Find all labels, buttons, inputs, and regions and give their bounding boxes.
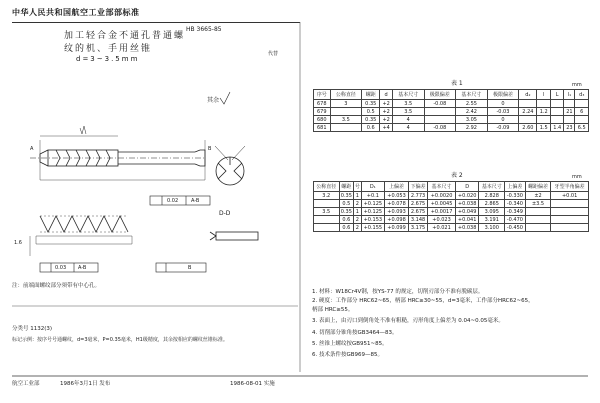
t1-r2-c11	[564, 116, 575, 124]
t1-h-10: l	[537, 90, 550, 100]
t2-r1-c5: 2.675	[408, 200, 427, 208]
note-1: 1. 材料：W18Cr4V钢，按YS-77 的规定，切削刃部分不准有脱碳层。	[312, 289, 484, 295]
section-view	[215, 146, 245, 185]
t1-r2-c6: 3.05	[456, 116, 488, 124]
t1-r0-c7: 0	[487, 100, 519, 108]
t2-r3-c8: 3.191	[479, 216, 505, 224]
t1-h-13: d₃	[575, 90, 589, 100]
marking-example: 标记示例：按序号号通螺纹，d=3毫米，P=0.35毫米，H1级精度，其余按相应的螺纹丝锥标准。	[12, 337, 228, 343]
t2-r0-c7: +0.020	[455, 192, 479, 200]
t2-r2-c5: 2.675	[408, 208, 427, 216]
table1-unit: mm	[572, 82, 582, 88]
t1-r3-c4: 4	[392, 124, 424, 132]
datum-label: A-B	[191, 198, 200, 204]
t2-r0-c8: 2.828	[479, 192, 505, 200]
t2-r2-c7: +0.049	[455, 208, 479, 216]
footer-issuer: 航空工业部	[12, 381, 40, 387]
t1-r2-c10	[550, 116, 563, 124]
t1-r2-c4: 4	[392, 116, 424, 124]
t1-r3-c11: 23	[564, 124, 575, 132]
t2-r1-c6: +0.0045	[428, 200, 456, 208]
t2-h-0: 公称直径	[314, 182, 340, 192]
note-5: 5. 丝锥上螺纹按GB951~85。	[312, 341, 388, 347]
note-2b: 柄部 HRC≥55。	[312, 307, 354, 313]
t1-r0-c4: 3.5	[392, 100, 424, 108]
t2-r3-c4: +0.098	[385, 216, 409, 224]
t2-sh-8: 上偏差	[504, 182, 525, 192]
t2-r4-c0	[314, 224, 340, 232]
t2-r0-c11: +0.01	[551, 192, 589, 200]
t1-r0-c11	[564, 100, 575, 108]
t1-r3-c3: +4	[380, 124, 393, 132]
t2-r4-c1: 0.6	[339, 224, 354, 232]
t1-r3-c9: 1.5	[537, 124, 550, 132]
t1-h-11: L	[550, 90, 563, 100]
t2-r3-c10	[525, 216, 551, 224]
datum-b-label: B	[188, 265, 192, 271]
t1-r0-c12	[575, 100, 589, 108]
t2-r2-c9: -0.349	[504, 208, 525, 216]
table-1	[313, 89, 589, 132]
t2-r2-c8: 3.095	[479, 208, 505, 216]
t1-r2-c12	[575, 116, 589, 124]
t1-r3-c5: -0.08	[424, 124, 456, 132]
t1-h-1: 公称直径	[330, 90, 362, 100]
t1-r1-c4: 3.5	[392, 108, 424, 116]
t1-r2-c9	[537, 116, 550, 124]
t1-r1-c0: 679	[314, 108, 331, 116]
t1-h2-5: 极限偏差	[424, 90, 456, 100]
roughness-label: 1.6	[14, 240, 22, 246]
t2-r2-c1: 0.35	[340, 208, 352, 215]
t2-sh-4: 上偏差	[385, 182, 409, 192]
t2-r2-c6: +0.0017	[428, 208, 456, 216]
t2-sh-7: 基本尺寸	[479, 182, 505, 192]
t2-r1-c8: 2.865	[479, 200, 505, 208]
t1-r2-c2: 0.35	[362, 116, 380, 124]
t2-r2-c0: 3.5	[314, 208, 340, 216]
t2-r4-c7: +0.038	[455, 224, 479, 232]
t2-r4-c8: 3.100	[479, 224, 505, 232]
t1-r1-c1	[330, 108, 362, 116]
t1-r3-c6: 2.92	[456, 124, 488, 132]
table-2	[313, 181, 589, 232]
datum-label-2: A-B	[78, 265, 87, 271]
t1-h-2: 螺距	[362, 90, 380, 100]
t2-r4-c10	[525, 224, 551, 232]
thread-profile	[30, 216, 132, 256]
t2-r4-c5: 3.175	[408, 224, 427, 232]
t2-r0-c0: 3.2	[314, 192, 340, 200]
t2-r1-c3: +0.125	[361, 200, 385, 208]
org-header: 中华人民共和国航空工业部部标准	[12, 8, 140, 17]
t2-r3-c0	[314, 216, 340, 224]
t1-r1-c7: -0.03	[487, 108, 519, 116]
t2-r2-c11	[551, 208, 589, 216]
tap-end-detail	[210, 232, 258, 240]
t2-r1-c0	[314, 200, 340, 208]
t2-r0-c5: 2.773	[408, 192, 427, 200]
section-label: D-D	[219, 210, 231, 217]
t2-r2-c3: +0.125	[361, 208, 385, 216]
t1-r3-c8: 2.60	[519, 124, 537, 132]
t2-r1-c2: 2	[354, 200, 361, 208]
note-4: 4. 切削部分锥角按GB3464—83。	[312, 330, 398, 336]
t1-r2-c0: 680	[314, 116, 331, 124]
t1-r3-c2: 0.6	[362, 124, 380, 132]
t1-r1-c8: 2.24	[519, 108, 537, 116]
t1-r2-c3: +2	[380, 116, 393, 124]
runout-value-2: 0.03	[55, 265, 67, 271]
t1-r0-c5: -0.08	[424, 100, 456, 108]
t2-r1-c11	[551, 200, 589, 208]
replaces-label: 代替	[268, 51, 279, 57]
t2-sh-5: 下偏差	[408, 182, 427, 192]
t1-h-0: 序号	[314, 90, 331, 100]
title-line-3: d=3~3.5mm	[76, 55, 140, 63]
t2-r3-c5: 3.148	[408, 216, 427, 224]
t2-r4-c4: +0.099	[385, 224, 409, 232]
t2-h-14: 牙型半角偏差	[551, 182, 589, 192]
t2-r1-c4: +0.078	[385, 200, 409, 208]
t2-r0-c1: 0.35	[340, 192, 352, 199]
t1-r1-c11: 21	[564, 108, 575, 116]
note-2: 2. 硬度：工作部分 HRC62~65，柄部 HRC≥30~55，d=3毫米，工作部分HRC62~65，	[312, 298, 534, 304]
t2-side-note: ±2	[525, 192, 551, 200]
arrow-b-label: B	[208, 146, 212, 152]
table1-title: 表 1	[451, 80, 463, 87]
t1-r0-c9	[537, 100, 550, 108]
runout-value: 0.02	[167, 198, 179, 204]
t2-r4-c3: +0.155	[361, 224, 385, 232]
table2-unit: mm	[572, 174, 582, 180]
t2-r3-c11	[551, 216, 589, 224]
t1-h2-4: 基本尺寸	[392, 90, 424, 100]
t2-r1-c1: 0.5	[339, 200, 354, 208]
t1-r0-c1: 3	[330, 100, 362, 108]
footer-issue-date: 1986年3月1日 发布	[60, 381, 111, 387]
t1-r1-c3: +2	[380, 108, 393, 116]
t1-r0-c6: 2.55	[456, 100, 488, 108]
t2-r3-c3: +0.153	[361, 216, 385, 224]
t1-r1-c6: 2.42	[456, 108, 488, 116]
t2-side-note-2: ±3.5	[525, 200, 551, 208]
t1-h-9: d₂	[519, 90, 537, 100]
t1-r1-c10	[550, 108, 563, 116]
t1-r2-c5	[424, 116, 456, 124]
standard-number: HB 3665-85	[186, 26, 222, 33]
t2-r0-c6: +0.0020	[428, 192, 456, 200]
t2-r3-c2: 2	[354, 216, 361, 224]
t2-r0-c9: -0.330	[504, 192, 525, 200]
t2-h-2: 号	[354, 182, 361, 192]
t2-r3-c9: -0.470	[504, 216, 525, 224]
t1-h2-6: 基本尺寸	[456, 90, 488, 100]
t1-r0-c0: 678	[314, 100, 331, 108]
t1-r3-c13: 6.5	[575, 124, 589, 132]
t1-h2-7: 极限偏差	[487, 90, 519, 100]
t2-r4-c6: +0.021	[428, 224, 456, 232]
t2-r3-c1: 0.6	[339, 216, 354, 224]
t2-r2-c10	[525, 208, 551, 216]
t1-r0-c8	[519, 100, 537, 108]
t2-r0-c3: +0.1	[361, 192, 385, 200]
t2-r4-c9: -0.450	[504, 224, 525, 232]
class-number: 分类号 1132(3)	[12, 326, 53, 332]
t2-r3-c6: +0.023	[428, 216, 456, 224]
title-line-2: 纹的机、手用丝锥	[64, 44, 153, 54]
t1-h-3: d	[380, 90, 393, 100]
t1-r0-c2: 0.35	[362, 100, 380, 108]
other-label: 其余	[207, 97, 220, 104]
t2-r2-c2: 1	[354, 208, 361, 216]
t1-r3-c1	[330, 124, 362, 132]
t2-sh-3: 基本尺寸	[428, 182, 456, 192]
t1-r3-c10: 1.4	[550, 124, 563, 132]
t2-r2-c4: +0.093	[385, 208, 409, 216]
title-line-1: 加工轻合金不通孔普通螺	[64, 31, 186, 41]
t2-h-9: D	[455, 182, 479, 192]
t2-r1-c9: -0.340	[504, 200, 525, 208]
t1-r2-c1: 3.5	[330, 116, 362, 124]
t2-r4-c2: 2	[354, 224, 361, 232]
t1-h-12: l₁	[564, 90, 575, 100]
t1-r1-c13: 6	[575, 108, 589, 116]
table2-title: 表 2	[451, 172, 463, 179]
drawing-note: 注：前端面螺纹部分须带有中心孔。	[12, 283, 101, 289]
t2-h-3: D₁	[361, 182, 385, 192]
t2-h-12: 螺距偏差	[525, 182, 551, 192]
t1-r0-c3: +2	[380, 100, 393, 108]
t1-r1-c2: 0.5	[362, 108, 380, 116]
t2-r4-c11	[551, 224, 589, 232]
t1-r1-c5	[424, 108, 456, 116]
t2-h-1: 螺距	[339, 182, 354, 192]
t2-r3-c7: +0.041	[455, 216, 479, 224]
t2-r1-c7: +0.038	[455, 200, 479, 208]
t2-r0-c2: 1	[354, 192, 361, 200]
footer-effective-date: 1986-08-01 实施	[230, 381, 275, 387]
t1-r2-c8	[519, 116, 537, 124]
t2-r0-c4: +0.053	[385, 192, 409, 200]
t1-r3-c0: 681	[314, 124, 331, 132]
t1-r2-c7: 0	[487, 116, 519, 124]
t1-r1-c9: 1.2	[537, 108, 550, 116]
t1-r3-c7: -0.09	[487, 124, 519, 132]
t1-r0-c10	[550, 100, 563, 108]
note-6: 6. 技术条件按GB969—85。	[312, 352, 384, 358]
tap-side-view	[30, 126, 205, 180]
arrow-a-label: A	[30, 146, 34, 152]
note-3: 3. 表面上，由刃口到倒角处不准有粗糙，刃形角度上偏差为 0.04~0.05毫米。	[312, 318, 504, 324]
